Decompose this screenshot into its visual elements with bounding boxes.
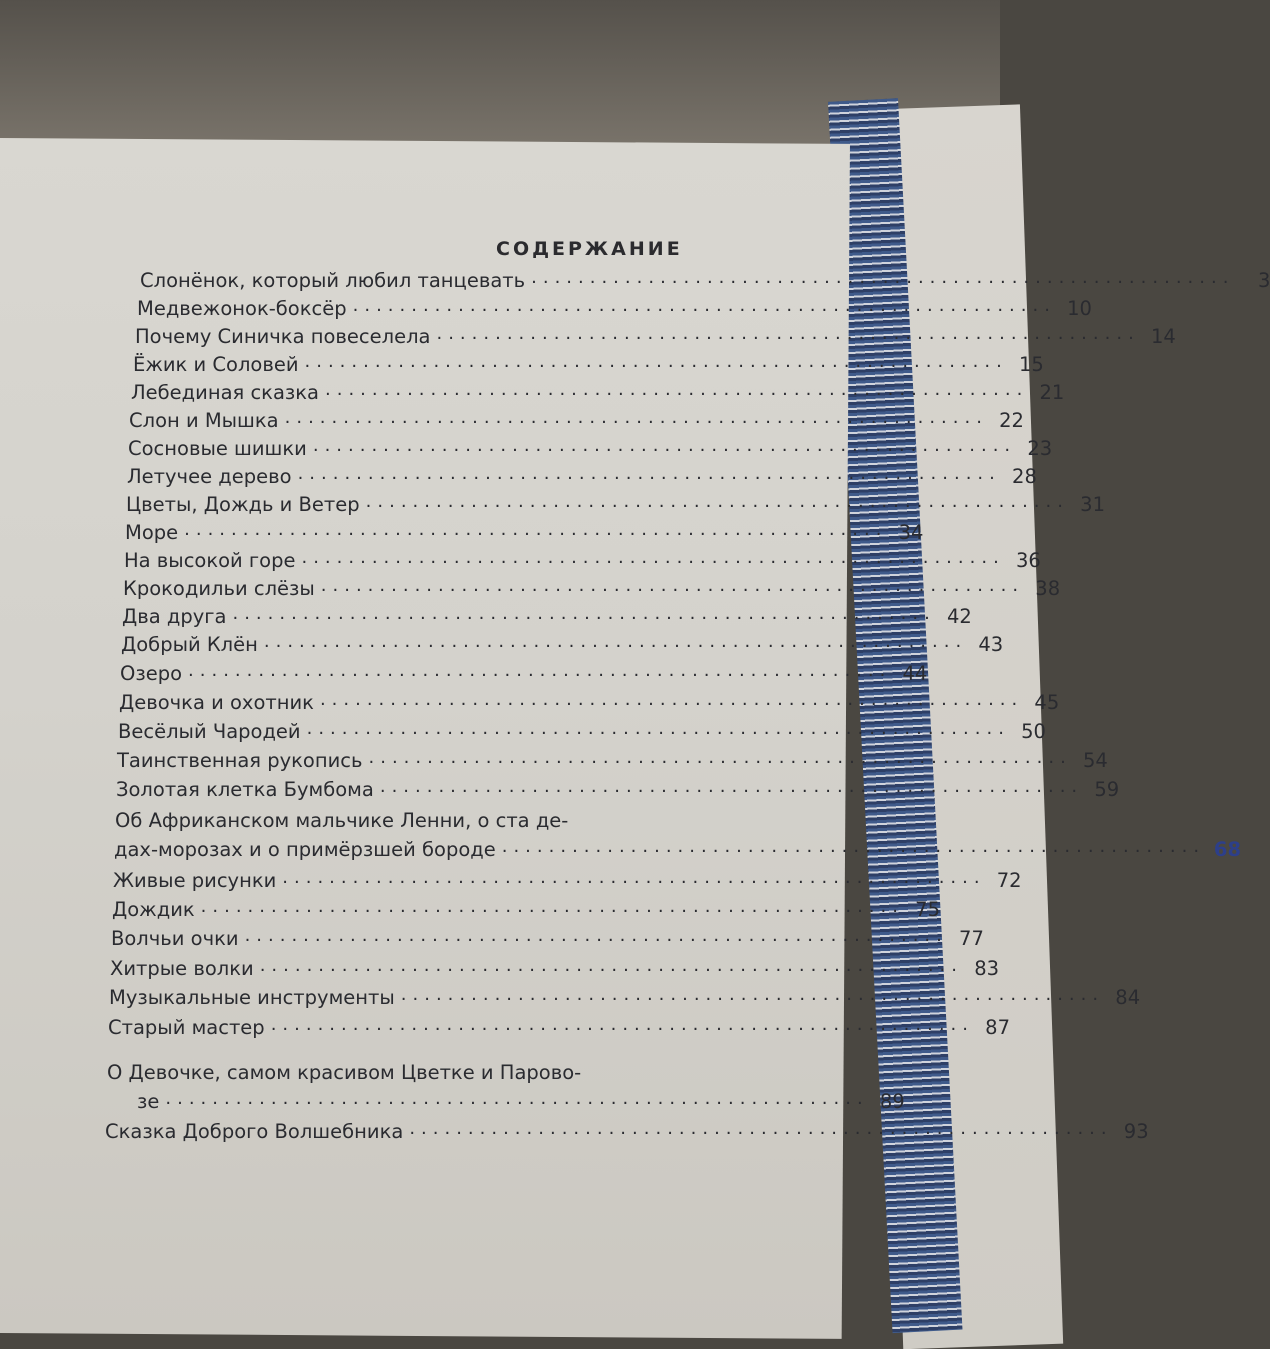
toc-entry [131, 376, 1065, 404]
toc-leader-dots: ............................................................ [270, 1014, 974, 1035]
toc-entry [117, 744, 1108, 772]
toc-entry-title: Сосновые шишки [128, 437, 307, 460]
toc-page-number: 59 [1094, 778, 1120, 801]
toc-entry-title: Сказка Доброго Волшебника [105, 1120, 404, 1143]
toc-entry-title: Девочка и охотник [119, 691, 314, 714]
toc-entry [133, 348, 1044, 376]
toc-page-number: 31 [1080, 493, 1105, 516]
toc-entry-title: Музыкальные инструменты [109, 986, 395, 1009]
toc-leader-dots: ............................................................ [365, 491, 1069, 512]
toc-leader-dots: ............................................................ [400, 984, 1105, 1005]
toc-page-number: 54 [1082, 749, 1108, 772]
toc-leader-dots: ............................................................ [325, 379, 1029, 400]
toc-page-number: 75 [915, 898, 940, 921]
toc-leader-dots: ............................................................ [244, 925, 948, 946]
toc-entry-title: Хитрые волки [110, 957, 254, 980]
toc-entry-title: Почему Синичка повеселела [135, 325, 431, 348]
toc-entry [121, 628, 1004, 656]
toc-entry-title: Об Африканском мальчике Ленни, о ста де- [115, 809, 569, 832]
toc-page-number: 22 [999, 409, 1024, 432]
toc-page-number: 93 [1123, 1120, 1149, 1143]
toc-entry [137, 292, 1092, 320]
toc-entry-title: Золотая клетка Бумбома [116, 778, 374, 801]
toc-entry [137, 1085, 905, 1113]
toc-entry-title: дах-морозах и о примёрзшей бороде [114, 838, 496, 861]
toc-page-number: 28 [1012, 465, 1037, 488]
toc-leader-dots: ............................................................ [304, 351, 1008, 372]
toc-leader-dots: ............................................................ [188, 660, 892, 681]
toc-page-number: 50 [1021, 720, 1046, 743]
toc-leader-dots: ............................................................ [263, 631, 968, 652]
toc-entry-title: Дождик [112, 898, 195, 921]
toc-leader-dots: ............................................................ [232, 603, 936, 624]
toc-entry [129, 404, 1024, 432]
toc-page-number: 84 [1115, 986, 1141, 1009]
toc-page-number: 83 [974, 957, 1000, 980]
toc-page-number: 43 [978, 633, 1004, 656]
toc-entry [111, 922, 984, 950]
toc-entry [128, 432, 1053, 460]
toc-leader-dots: ............................................................ [282, 867, 986, 888]
toc-page-number: 68 [1213, 838, 1242, 861]
toc-entry [120, 657, 928, 685]
toc-leader-dots: ............................................................ [297, 463, 1001, 484]
toc-entry-title: О Девочке, самом красивом Цветке и Парово- [107, 1061, 582, 1084]
page-title: СОДЕРЖАНИЕ [496, 238, 683, 260]
toc-entry [124, 544, 1041, 572]
toc-entry-title: Слон и Мышка [129, 409, 279, 432]
toc-leader-dots: ............................................................ [319, 689, 1024, 710]
toc-entry-title: Озеро [120, 662, 183, 685]
toc-page-number: 87 [985, 1016, 1010, 1039]
toc-leader-dots: ............................................................ [379, 776, 1084, 797]
toc-entry [108, 1011, 1010, 1039]
toc-entry [110, 952, 1000, 980]
toc-entry [119, 686, 1060, 714]
toc-page-number: 38 [1035, 577, 1061, 600]
toc-leader-dots: ............................................................ [284, 407, 988, 428]
toc-entry-title: Ёжик и Соловей [133, 353, 299, 376]
toc-entry-title: Летучее дерево [127, 465, 292, 488]
toc-leader-dots: ............................................................ [352, 295, 1056, 316]
toc-entry-title: Цветы, Дождь и Ветер [126, 493, 360, 516]
toc-entry-title: Два друга [122, 605, 227, 628]
toc-entry-title: Весёлый Чародей [118, 720, 301, 743]
toc-entry [135, 320, 1176, 348]
toc-entry [127, 460, 1037, 488]
toc-entry-title: Лебединая сказка [131, 381, 320, 404]
toc-leader-dots: ............................................................ [306, 718, 1010, 739]
toc-entry-title: Крокодильи слёзы [123, 577, 315, 600]
toc-entry [109, 981, 1141, 1009]
toc-entry [122, 600, 972, 628]
toc-entry-title: зе [137, 1090, 160, 1113]
toc-leader-dots: ............................................................ [312, 435, 1017, 456]
toc-page-number: 72 [996, 869, 1022, 892]
toc-leader-dots: ............................................................ [301, 547, 1005, 568]
toc-leader-dots: ............................................................ [165, 1088, 869, 1109]
toc-page-number: 21 [1039, 381, 1065, 404]
toc-entry [125, 516, 924, 544]
toc-leader-dots: ............................................................ [436, 323, 1140, 344]
toc-entry [118, 715, 1046, 743]
toc-entry-title: Волчьи очки [111, 927, 239, 950]
toc-leader-dots: ............................................................ [368, 747, 1072, 768]
toc-page-number: 42 [946, 605, 972, 628]
toc-leader-dots: ............................................................ [409, 1118, 1113, 1139]
toc-entry [115, 804, 663, 832]
toc-page-number: 89 [879, 1090, 905, 1113]
toc-leader-dots: ............................................................ [501, 836, 1206, 857]
toc-entry-title: Живые рисунки [113, 869, 277, 892]
toc-leader-dots: ............................................................ [184, 519, 888, 540]
toc-entry-title: Слонёнок, который любил танцевать [140, 269, 526, 292]
toc-entry [116, 773, 1120, 801]
toc-entry [126, 488, 1105, 516]
toc-entry [105, 1115, 1149, 1143]
toc-page-number: 77 [959, 927, 984, 950]
toc-entry-title: Добрый Клён [121, 633, 258, 656]
toc-page-number: 14 [1150, 325, 1176, 348]
toc-entry-title: Море [125, 521, 179, 544]
toc-entry [107, 1056, 663, 1084]
toc-page-number: 10 [1067, 297, 1092, 320]
toc-page-number: 34 [898, 521, 924, 544]
toc-leader-dots: ............................................................ [259, 955, 964, 976]
toc-entry [123, 572, 1061, 600]
toc-entry [114, 833, 1242, 861]
toc-page-number: 36 [1015, 549, 1041, 572]
toc-leader-dots: ............................................................ [320, 575, 1025, 596]
toc-entry-title: Старый мастер [108, 1016, 265, 1039]
toc-entry-title: Медвежонок-боксёр [137, 297, 347, 320]
toc-entry-title: На высокой горе [124, 549, 296, 572]
toc-page-number: 3 [1258, 269, 1270, 292]
toc-leader-dots: ............................................................ [200, 896, 904, 917]
toc-entry-title: Таинственная рукопись [117, 749, 363, 772]
toc-leader-dots: ............................................................ [531, 267, 1235, 288]
toc-page-number: 15 [1019, 353, 1044, 376]
toc-entry [112, 893, 940, 921]
toc-page-number: 23 [1027, 437, 1053, 460]
toc-page-number: 45 [1034, 691, 1060, 714]
toc-entry [140, 264, 1270, 292]
toc-entry [113, 864, 1022, 892]
toc-page-number: 44 [902, 662, 928, 685]
